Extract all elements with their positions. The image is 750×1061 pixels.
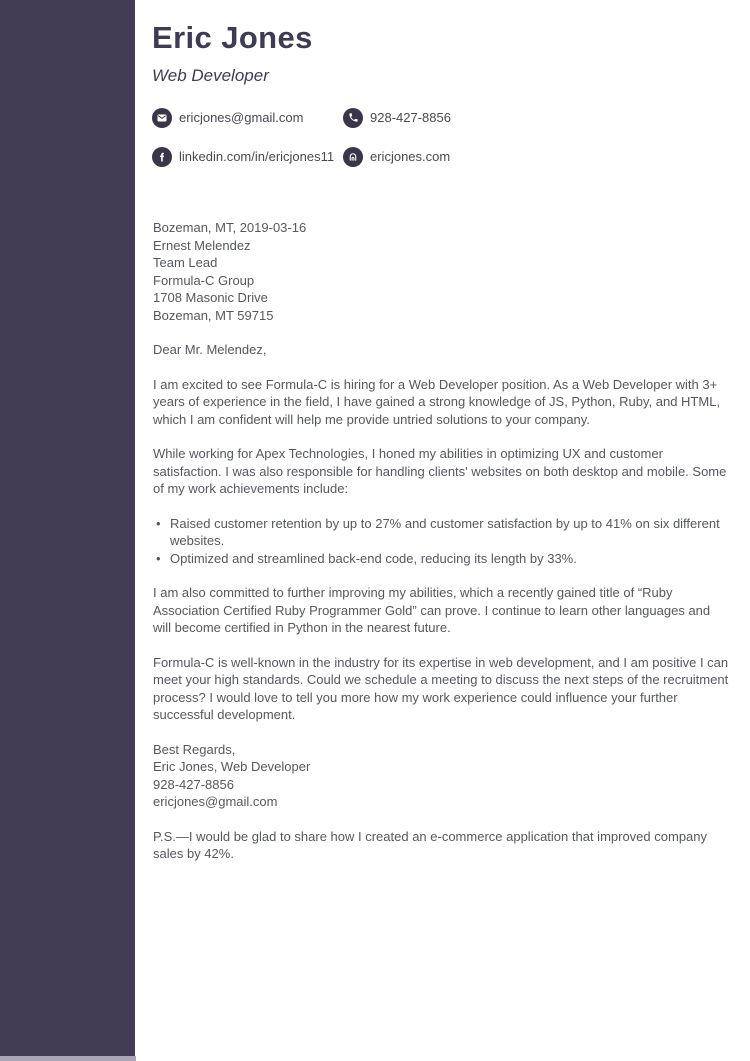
signature-block [153,741,731,811]
letter-header [152,20,732,167]
address-line: Bozeman, MT, 2019-03-16 [153,220,307,235]
paragraph-call-to-action: Formula-C is well-known in the industry for its expertise in web development, and I am positive I can meet your high standards. Could we schedule a meeting to discuss the next steps of the recruitment process? I would love to tell you more how my work experience could influence your further successful development. [153,654,729,722]
website-icon [343,147,363,167]
achievement-list [153,515,731,568]
contact-linkedin-value: linkedin.com/in/ericjones11 [179,149,335,165]
applicant-name: Eric Jones [152,20,313,55]
achievement-item: • Optimized and streamlined back-end code, reducing its length by 33%. [153,550,731,568]
signature-line: Eric Jones, Web Developer [153,759,311,774]
left-accent-sidebar [0,0,135,1056]
facebook-icon [152,147,172,167]
paragraph-certification: I am also committed to further improving my abilities, which a recently gained title of “Ruby Association Certified Ruby Programmer Gold” can prove. I continue to learn other languages and will become certified in Python in the nearest future. [153,585,711,635]
sidebar-bottom-edge [0,1056,136,1061]
signature-line: Best Regards, [153,741,236,757]
paragraph-intro: I am excited to see Formula-C is hiring for a Web Developer position. As a Web Developer with 3+ years of experience in the field, I have gained a strong knowledge of JS, Python, Ruby, and HTML, which I am confident will help me provide untried solutions to your company. [153,376,721,427]
contact-list [152,108,732,167]
achievement-item: • Raised customer retention by up to 27% and customer satisfaction by up to 41% on six different websites. [153,515,731,550]
contact-phone [343,108,732,128]
address-line: Bozeman, MT 59715 [153,307,274,323]
recipient-address-block [153,219,731,324]
contact-phone-value: 928-427-8856 [370,110,451,126]
contact-email [152,108,343,128]
contact-website [343,147,732,167]
contact-website-value: ericjones.com [370,149,451,165]
postscript: P.S.—I would be glad to share how I created an e-commerce application that improved company sales by 42%. [153,828,708,861]
letter-body [153,219,731,863]
paragraph-experience: While working for Apex Technologies, I honed my abilities in optimizing UX and customer satisfaction. I was also responsible for handling clients' websites on both desktop and mobile. Some of my work achievements include: [153,446,727,496]
address-line: 1708 Masonic Drive [153,290,268,305]
contact-linkedin [152,147,343,167]
phone-icon [343,108,363,128]
salutation: Dear Mr. Melendez, [153,342,267,357]
address-line: Formula-C Group [153,272,255,288]
contact-email-value: ericjones@gmail.com [179,110,304,126]
signature-line: ericjones@gmail.com [153,794,278,809]
address-line: Team Lead [153,255,218,270]
applicant-job-title: Web Developer [152,65,269,85]
address-line: Ernest Melendez [153,237,251,253]
email-icon [152,108,172,128]
signature-line: 928-427-8856 [153,776,234,792]
